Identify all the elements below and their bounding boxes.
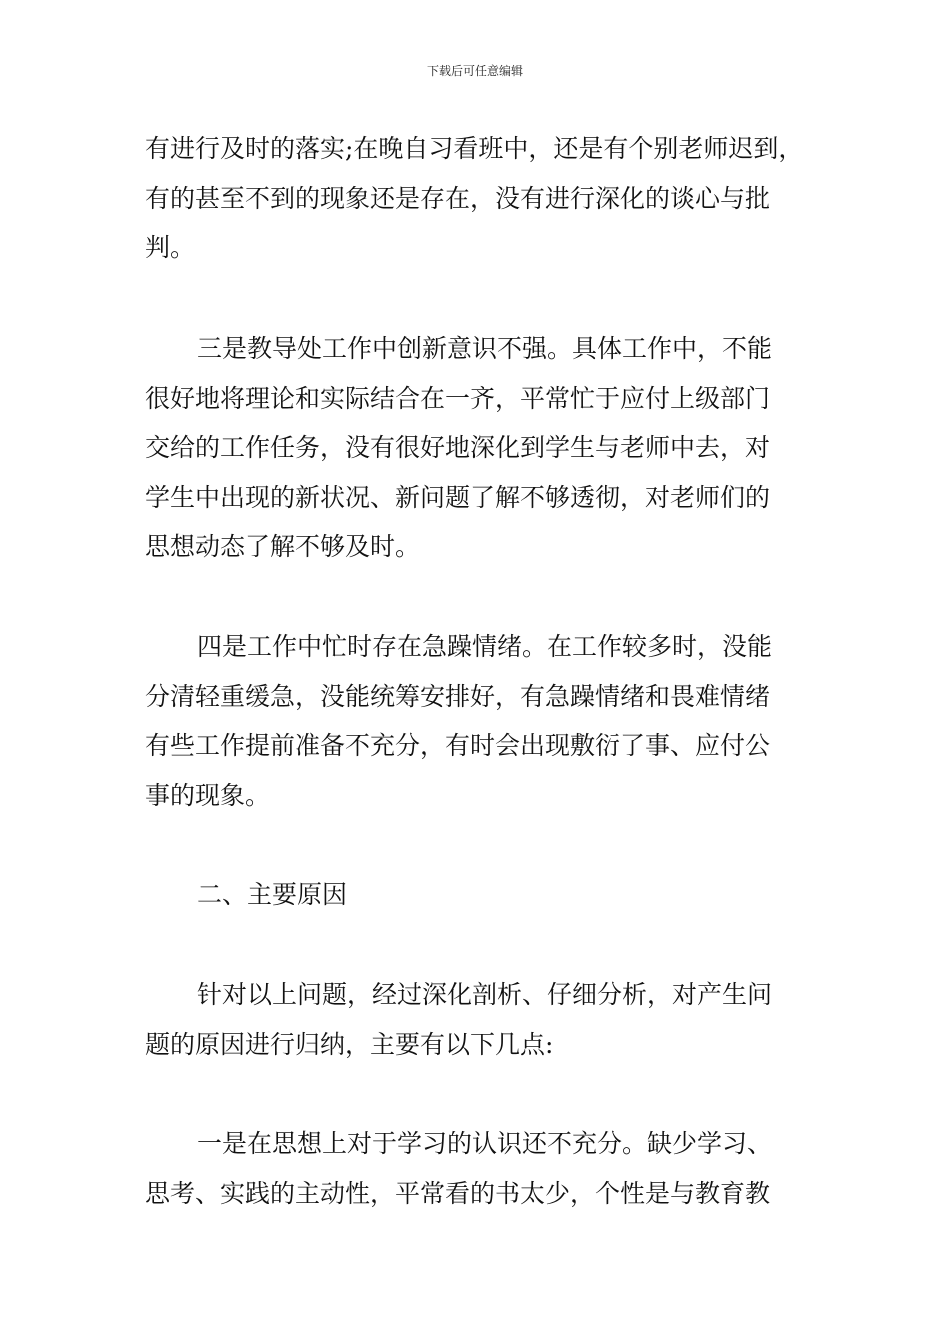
text-line: 三是教导处工作中创新意识不强。具体工作中，不能 <box>197 334 773 363</box>
heading-text: 二、主要原因 <box>197 880 348 909</box>
text-line: 有些工作提前准备不充分，有时会出现敷衍了事、应付公 <box>145 731 771 760</box>
text-line: 判。 <box>145 233 196 262</box>
paragraph-three <box>145 324 810 572</box>
text-line: 一是在思想上对于学习的认识还不充分。缺少学习、 <box>197 1129 773 1158</box>
text-line: 题的原因进行归纳，主要有以下几点: <box>145 1029 554 1059</box>
text-line: 有的甚至不到的现象还是存在，没有进行深化的谈心与批 <box>145 183 771 213</box>
text-line: 交给的工作任务，没有很好地深化到学生与老师中去，对 <box>145 433 771 462</box>
section-heading <box>145 870 810 920</box>
text-line: 事的现象。 <box>145 780 271 810</box>
text-line: 针对以上问题，经过深化剖析、仔细分析，对产生问 <box>197 980 773 1009</box>
text-line: 很好地将理论和实际结合在一齐，平常忙于应付上级部门 <box>145 383 771 413</box>
paragraph-four <box>145 622 810 820</box>
text-line: 思考、实践的主动性，平常看的书太少，个性是与教育教 <box>145 1178 771 1208</box>
text-line: 分清轻重缓急，没能统筹安排好，有急躁情绪和畏难情绪 <box>145 681 771 711</box>
text-line: 四是工作中忙时存在急躁情绪。在工作较多时，没能 <box>197 632 773 661</box>
text-line: 思想动态了解不够及时。 <box>145 532 421 561</box>
paragraph-continuation <box>145 124 810 273</box>
paragraph-one <box>145 1119 810 1218</box>
text-line: 学生中出现的新状况、新问题了解不够透彻，对老师们的 <box>145 482 771 512</box>
paragraph-intro <box>145 970 810 1069</box>
text-line: 有进行及时的落实;在晚自习看班中，还是有个别老师迟到， <box>145 134 804 163</box>
page-header: 下载后可任意编辑 <box>426 64 523 78</box>
